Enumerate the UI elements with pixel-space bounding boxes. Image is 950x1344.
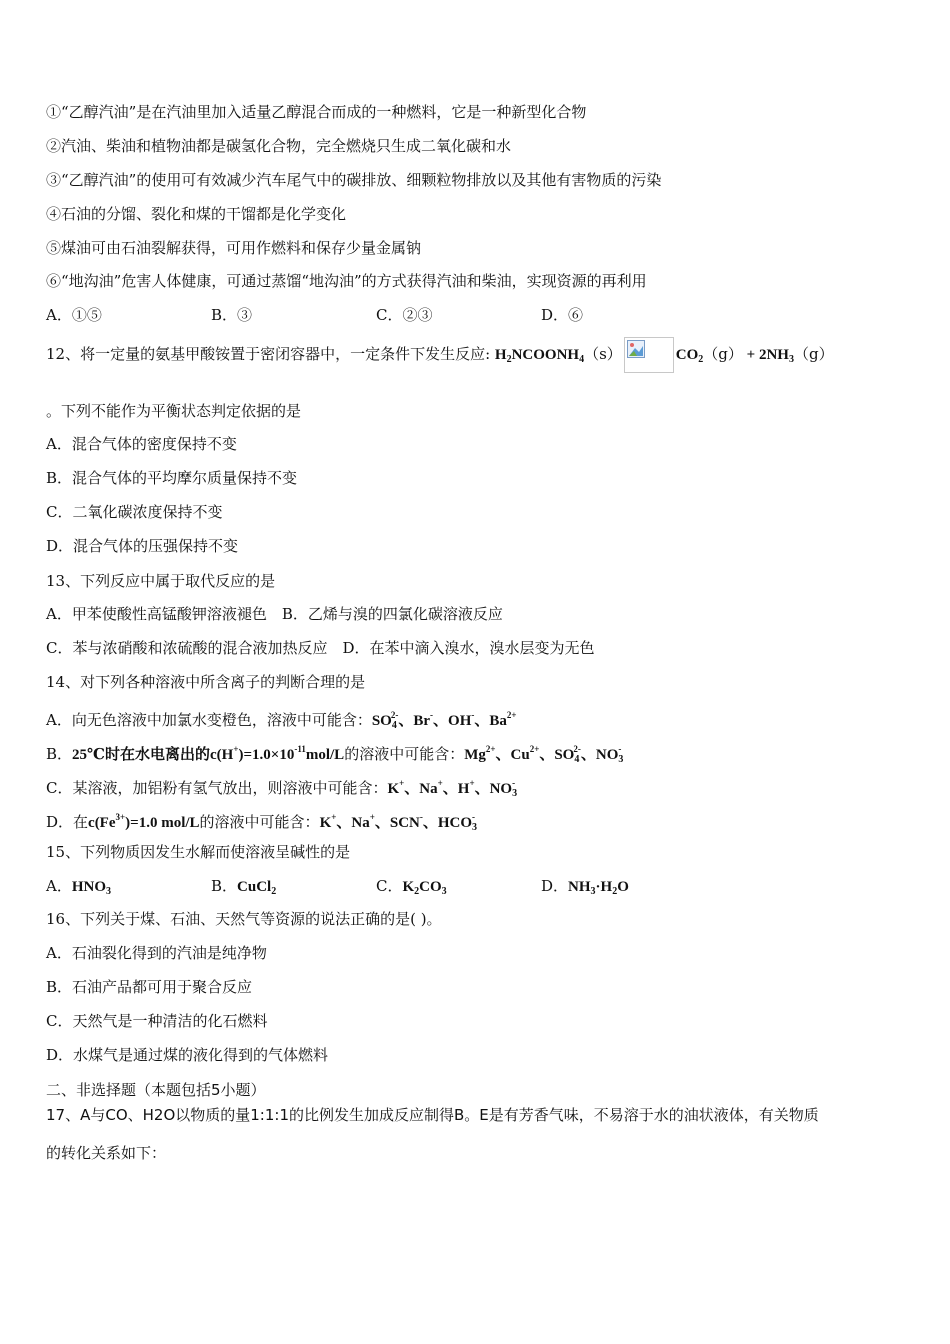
q15-stem: 15、下列物质因发生水解而使溶液呈碱性的是	[46, 843, 351, 861]
q14-stem: 14、对下列各种溶液中所含离子的判断合理的是	[46, 673, 366, 691]
q15-option-c: C．$K_2CO_3$	[376, 877, 447, 897]
q11-item-2: ②汽油、柴油和植物油都是碳氢化合物，完全燃烧只生成二氧化碳和水	[46, 137, 512, 155]
q12-reactant-state: （s）	[584, 345, 622, 363]
q12-option-d: D．混合气体的压强保持不变	[46, 537, 239, 555]
q14-option-c: C．某溶液，加铝粉有氢气放出，则溶液中可能含：K+、Na+、H+、$NO_3^-$	[46, 778, 518, 799]
q11-option-d: D．⑥	[541, 306, 584, 324]
q12-product2: + $2NH_3$	[742, 347, 794, 365]
q15-option-a: A．$HNO_3$	[46, 877, 112, 897]
q12-product1-state: （g）	[703, 345, 743, 363]
q11-item-3: ③“乙醇汽油”的使用可有效减少汽车尾气中的碳排放、细颗粒物排放以及其他有害物质的污染	[46, 171, 662, 189]
q11-item-1: ①“乙醇汽油”是在汽油里加入适量乙醇混合而成的一种燃料，它是一种新型化合物	[46, 103, 587, 121]
q14-option-b: B．25℃时在水电离出的$c(H^+)=1.0\times 10^{-11}mol/L$的溶液中可能含：$Mg^{2+}$、$Cu^{2+}$、$SO_4^{2-}$、$NO_3^-$	[46, 744, 624, 765]
q16-option-c: C．天然气是一种清洁的化石燃料	[46, 1012, 268, 1030]
q15-option-d: D．$NH_3\cdot H_2O$	[541, 877, 629, 897]
q12-option-a: A．混合气体的密度保持不变	[46, 435, 237, 453]
broken-image-icon	[624, 337, 674, 373]
q17-line-1: 17、A与CO、H2O以物质的量1:1:1的比例发生加成反应制得B。E是有芳香气味，不易溶于水的油状液体，有关物质	[46, 1106, 819, 1124]
q12-reactant: $H_2NCOONH_4$	[494, 347, 585, 365]
q12-stem	[46, 335, 834, 379]
q12-option-b: B．混合气体的平均摩尔质量保持不变	[46, 469, 298, 487]
q11-item-6: ⑥“地沟油”危害人体健康，可通过蒸馏“地沟油”的方式获得汽油和柴油，实现资源的再利用	[46, 272, 647, 290]
q11-option-c: C．②③	[376, 306, 433, 324]
q16-option-d: D．水煤气是通过煤的液化得到的气体燃料	[46, 1046, 329, 1064]
q12-product2-state: （g）	[793, 345, 834, 363]
q12-stem-suffix: 。下列不能作为平衡状态判定依据的是	[46, 402, 302, 420]
q17-line-2: 的转化关系如下：	[46, 1144, 167, 1162]
q16-option-b: B．石油产品都可用于聚合反应	[46, 978, 253, 996]
q15-options	[46, 876, 706, 902]
q12-option-c: C．二氧化碳浓度保持不变	[46, 503, 223, 521]
q16-stem: 16、下列关于煤、石油、天然气等资源的说法正确的是( )。	[46, 910, 442, 928]
section-heading: 二、非选择题（本题包括5小题）	[46, 1081, 266, 1099]
q14-option-d: D．在$c(Fe^{3+})=1.0$ mol/L的溶液中可能含：K+、Na+、SCN-、$HCO_3^-$	[46, 812, 478, 833]
q11-options	[46, 305, 706, 325]
q14-option-a: A．向无色溶液中加氯水变橙色，溶液中可能含：$SO_4^{2-}$、Br-、OH-、$Ba^{2+}$	[46, 710, 517, 731]
q11-option-b: B．③	[211, 306, 253, 324]
q12-product1: $CO_2$	[675, 347, 704, 365]
q11-item-5: ⑤煤油可由石油裂解获得，可用作燃料和保存少量金属钠	[46, 239, 422, 257]
q11-item-4: ④石油的分馏、裂化和煤的干馏都是化学变化	[46, 205, 347, 223]
q12-stem-prefix: 12、将一定量的氨基甲酸铵置于密闭容器中，一定条件下发生反应:	[46, 345, 495, 363]
q13-options-line2: C．苯与浓硝酸和浓硫酸的混合液加热反应 D．在苯中滴入溴水，溴水层变为无色	[46, 639, 595, 657]
q13-stem: 13、下列反应中属于取代反应的是	[46, 572, 276, 590]
q15-option-b: B．CuCl$_2$	[211, 877, 277, 897]
q16-option-a: A．石油裂化得到的汽油是纯净物	[46, 944, 267, 962]
q13-options-line1: A．甲苯使酸性高锰酸钾溶液褪色 B．乙烯与溴的四氯化碳溶液反应	[46, 605, 503, 623]
q11-option-a: A．①⑤	[46, 306, 102, 324]
